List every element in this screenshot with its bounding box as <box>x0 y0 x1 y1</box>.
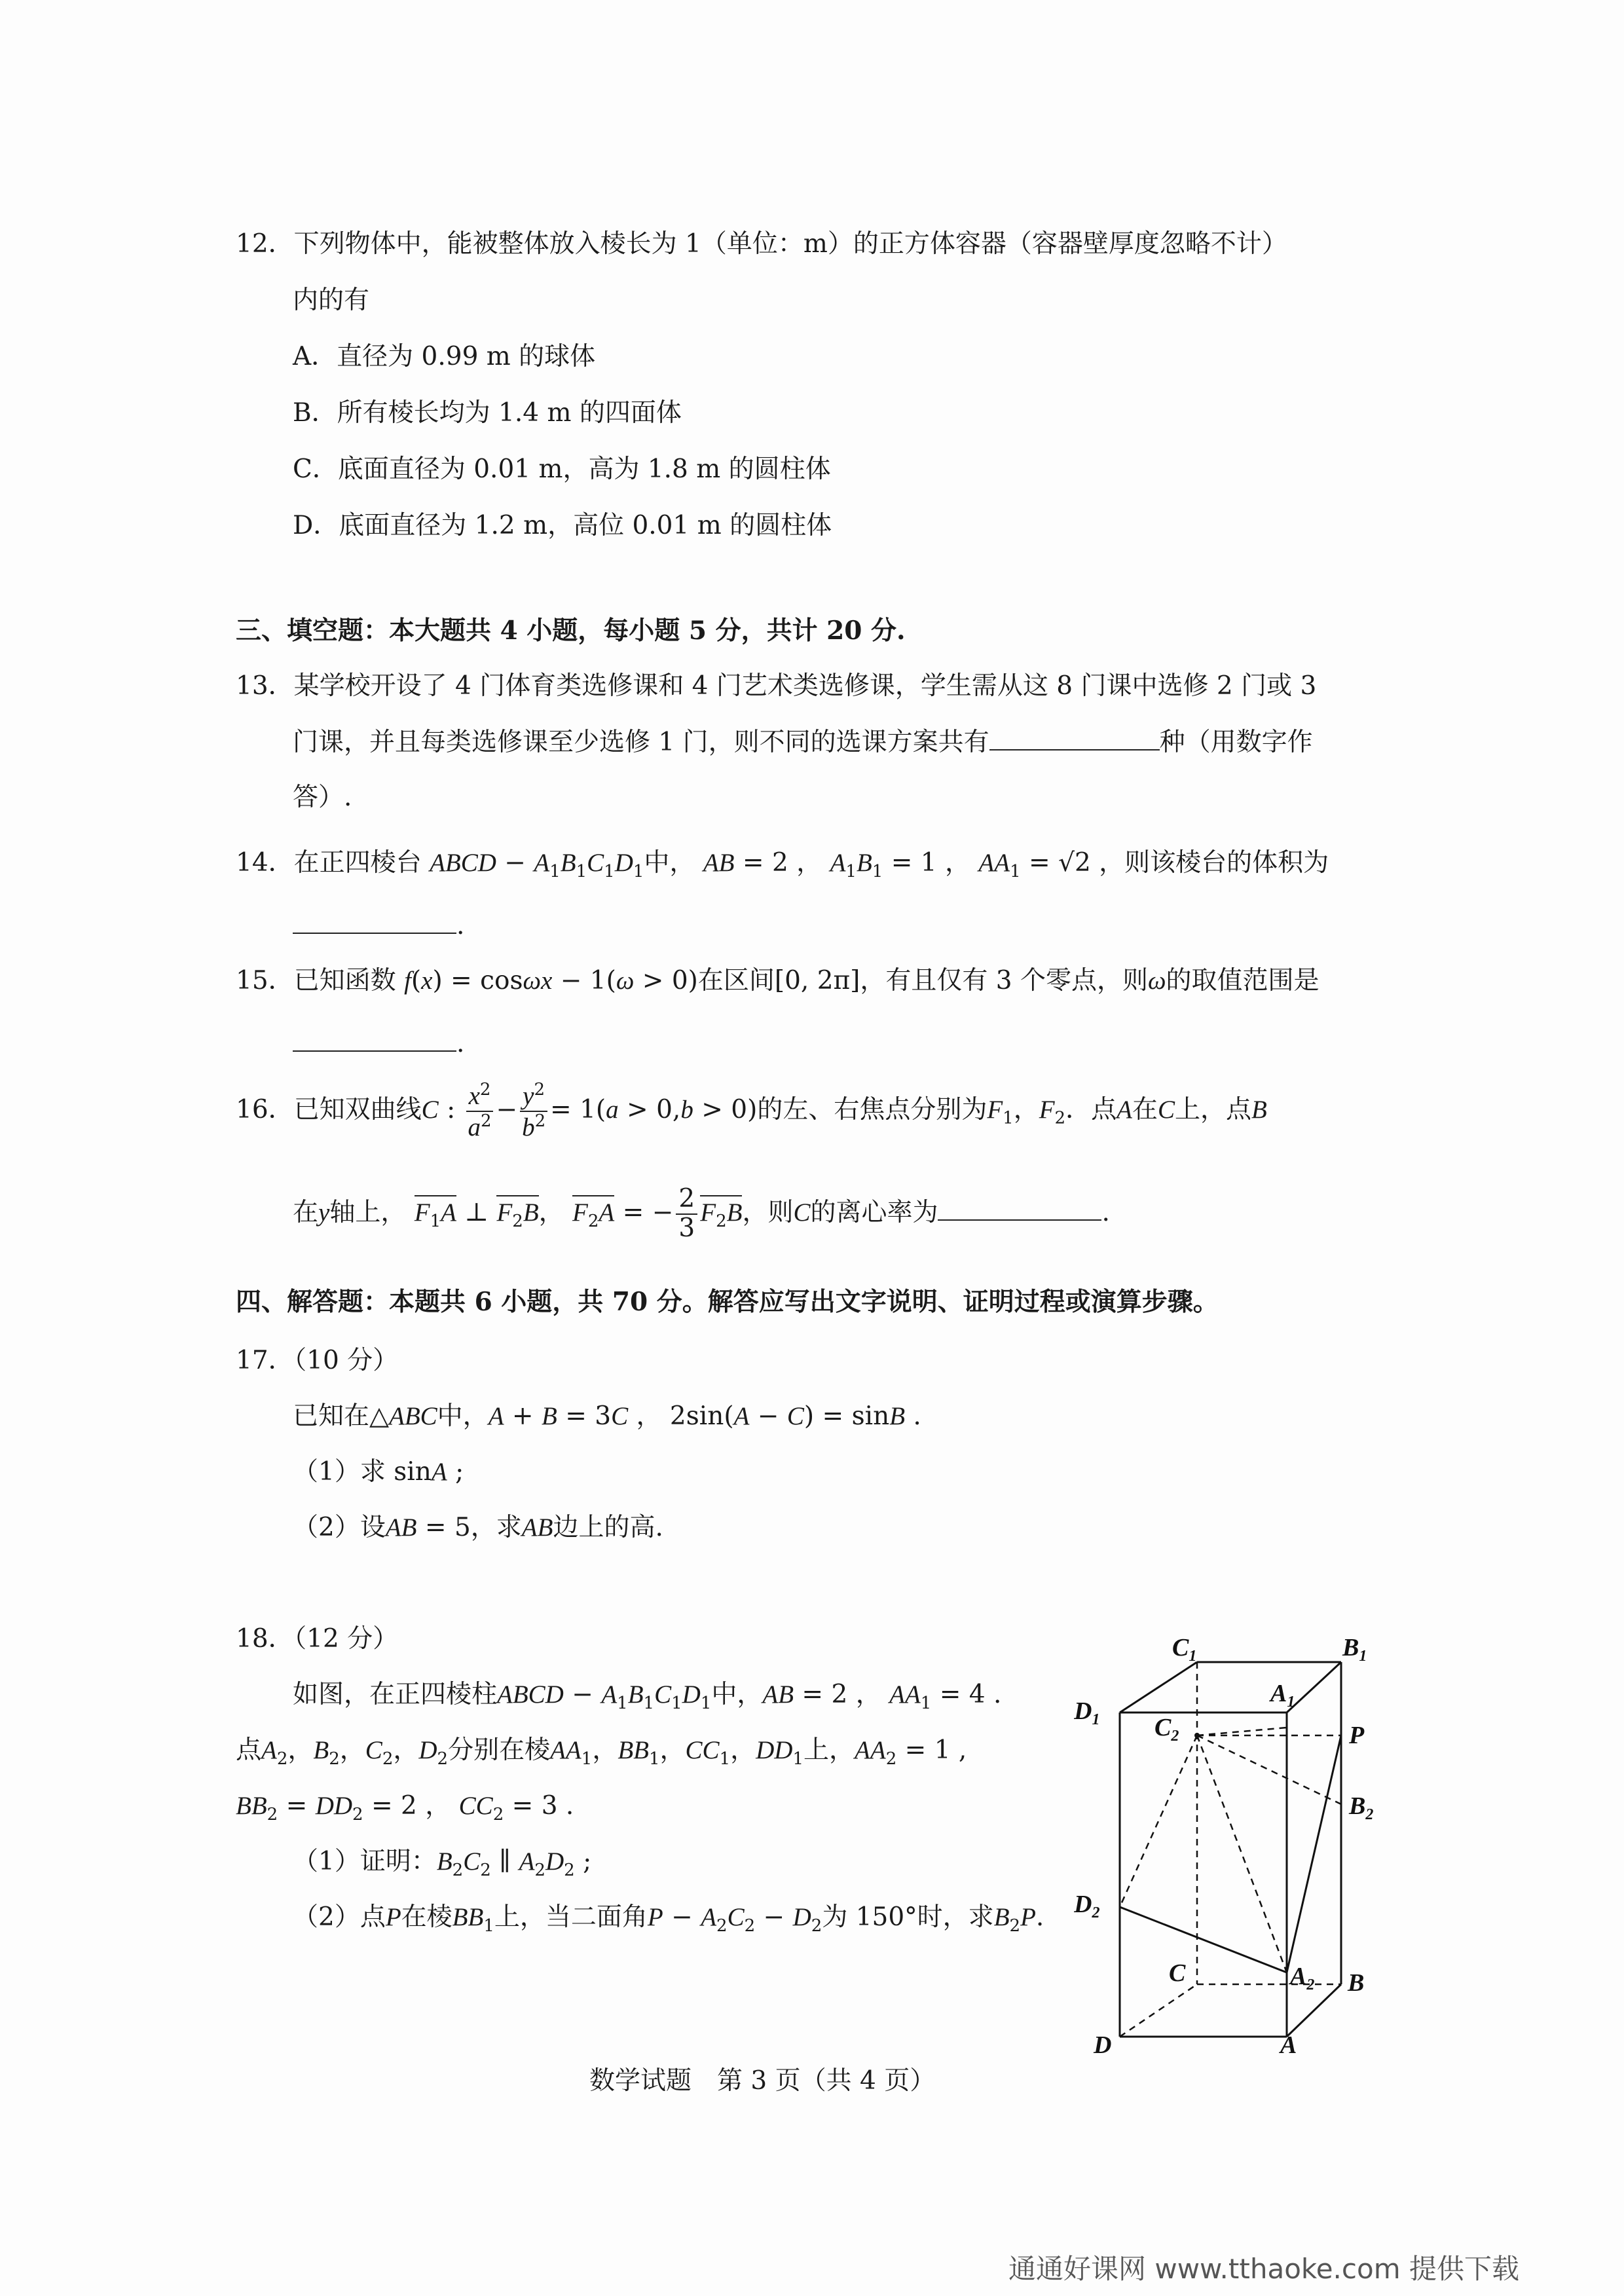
q14-answer-blank[interactable] <box>293 910 456 934</box>
q18-part2-text4: 为 150°时，求 <box>822 1902 994 1932</box>
q17-part2: （2）设AB = 5，求AB边上的高. <box>293 1513 663 1542</box>
q15-line1: 15．已知函数 f(x) = cosωx − 1(ω > 0)在区间[0, 2π]，有且仅有 3 个零点，则ω的取值范围是 <box>236 966 1320 995</box>
q12-option-c: C．底面直径为 0.01 m，高为 1.8 m 的圆柱体 <box>293 454 831 484</box>
q13-answer-blank[interactable] <box>989 727 1160 750</box>
q13-text1: 某学校开设了 4 门体育类选修课和 4 门艺术类选修课，学生需从这 8 门课中选修 2 门或 3 <box>293 671 1317 701</box>
label-b: B <box>1348 1969 1365 1997</box>
q17-text1: 已知在△ <box>293 1401 389 1431</box>
q16-answer-blank[interactable] <box>938 1197 1101 1221</box>
q18-stem3: $BB_2 = DD_2 = 2$ ， $CC_2 = 3$ . <box>236 1791 574 1824</box>
q15-period: . <box>456 1029 465 1058</box>
q14-line2 <box>293 910 464 942</box>
q14-text3: ，则该棱台的体积为 <box>1099 848 1329 878</box>
q13-line1 <box>236 671 1316 702</box>
q13-line2 <box>293 727 1313 758</box>
q13-line3: 答）. <box>293 783 352 812</box>
q12-number: 12． <box>236 229 294 259</box>
label-d1: $D_1$ <box>1074 1697 1100 1728</box>
q18-part2: （2）点P在棱$BB_1$上，当二面角$P - A_2C_2 - D_2$为 150°时，求$B_2P$. <box>293 1902 1044 1936</box>
q16-text4: 在 <box>1132 1094 1158 1124</box>
q16-period: . <box>1101 1197 1110 1227</box>
label-a: A <box>1280 2031 1297 2056</box>
q18-prism-figure <box>1074 1637 1414 2056</box>
label-d2: $D_2$ <box>1074 1891 1100 1921</box>
q16-text9: 的离心率为 <box>810 1197 938 1227</box>
q14-number: 14． <box>236 848 294 878</box>
q17-part1: （1）求 sinA ; <box>293 1457 464 1487</box>
q14-period: . <box>456 911 465 940</box>
q15-answer-blank[interactable] <box>293 1028 456 1052</box>
q18-text3: 点 <box>236 1735 262 1765</box>
q17-text2: 中， <box>437 1401 489 1431</box>
q18-header: 18．（12 分） <box>236 1624 399 1654</box>
q18-text2: 中， <box>711 1680 763 1709</box>
q18-stem2: 点$A_2$，$B_2$，$C_2$，$D_2$分别在棱$AA_1$，$BB_1$，$CC_1$，$DD_1$上，$AA_2 = 1$ , <box>236 1735 967 1769</box>
q18-part2-text5: . <box>1035 1902 1044 1932</box>
label-a1: $A_1$ <box>1270 1680 1295 1711</box>
segment-d2a2 <box>1120 1907 1287 1972</box>
segment-c2d2 <box>1120 1735 1197 1907</box>
segment-a2p <box>1287 1735 1341 1972</box>
q12-option-a: A．直径为 0.99 m 的球体 <box>293 342 596 371</box>
q18-stem1: 如图，在正四棱柱ABCD − $A_1B_1C_1D_1$中，AB = 2 ， $AA_1 = 4$ . <box>293 1680 1002 1713</box>
q16-number: 16． <box>236 1094 294 1124</box>
q14-line1: 14．在正四棱台 ABCD − $A_1B_1C_1D_1$中， AB = 2 ， $A_1B_1 = 1$ ， $AA_1 = √2$ ，则该棱台的体积为 <box>236 848 1329 881</box>
section3-heading: 三、填空题：本大题共 4 小题，每小题 5 分，共计 20 分. <box>236 616 906 646</box>
edge-b1a1 <box>1287 1662 1341 1713</box>
edge-dc-hidden <box>1120 1984 1197 2037</box>
q12-line1 <box>236 229 1287 260</box>
q13-number: 13． <box>236 671 294 701</box>
prism-diagram <box>1074 1637 1414 2056</box>
q18-part2-text2: 在棱 <box>401 1902 452 1932</box>
segment-c2a1 <box>1197 1728 1287 1735</box>
label-a2: $A_2$ <box>1290 1963 1315 1993</box>
page-footer: 数学试题 第 3 页（共 4 页） <box>589 2066 936 2096</box>
q16-frac-23: $\frac{2}{3}$ <box>676 1185 697 1243</box>
q16-text8: ，则 <box>742 1197 794 1227</box>
q17-part1-text: （1）求 <box>293 1457 386 1487</box>
q16-text7: 轴上， <box>329 1197 407 1227</box>
label-c1: $C_1$ <box>1172 1637 1197 1665</box>
q16-text5: 上，点 <box>1174 1094 1251 1124</box>
q18-part1-text: （1）证明： <box>293 1847 437 1876</box>
q12-option-b: B．所有棱长均为 1.4 m 的四面体 <box>293 398 682 428</box>
q17-part2-text3: 边上的高. <box>553 1513 663 1542</box>
q15-text3: 的取值范围是 <box>1166 966 1320 995</box>
q16-frac-y: $\frac{y^2}{b^2}$ <box>520 1081 547 1142</box>
q17-header: 17．（10 分） <box>236 1346 399 1375</box>
q18-text4: 分别在棱 <box>448 1735 551 1765</box>
q16-text1: 已知双曲线 <box>293 1094 422 1124</box>
label-b2: $B_2$ <box>1349 1792 1374 1823</box>
q15-number: 15． <box>236 966 294 995</box>
label-b1: $B_1$ <box>1342 1637 1367 1665</box>
label-c: C <box>1169 1959 1186 1987</box>
label-d: D <box>1094 2031 1112 2056</box>
q18-text1: 如图，在正四棱柱 <box>293 1680 498 1709</box>
q16-text2: 的左、右焦点分别为 <box>757 1094 987 1124</box>
q13-text3: 种（用数字作 <box>1159 728 1313 757</box>
q13-text2: 门课，并且每类选修课至少选修 1 门，则不同的选课方案共有 <box>293 728 989 757</box>
q15-line2 <box>293 1028 464 1060</box>
edge-d1c1 <box>1120 1662 1197 1713</box>
q18-part2-text1: （2）点 <box>293 1902 386 1932</box>
q17-part2-text2: ，求 <box>470 1513 522 1542</box>
q15-text2: 在区间[0, 2π]，有且仅有 3 个零点，则 <box>697 966 1148 995</box>
q12-option-d: D．底面直径为 1.2 m，高位 0.01 m 的圆柱体 <box>293 511 832 540</box>
q16-text6: 在 <box>293 1197 319 1227</box>
q18-part2-text3: 上，当二面角 <box>494 1902 648 1932</box>
q18-part1: （1）证明：$B_2C_2$ ∥ $A_2D_2$ ; <box>293 1847 592 1880</box>
q17-stem: 已知在△ABC中，A + B = 3C ， 2sin(A − C) = sinB . <box>293 1401 921 1431</box>
q17-part2-text1: （2）设 <box>293 1513 386 1542</box>
q16-text3: ．点 <box>1065 1094 1117 1124</box>
section4-heading: 四、解答题：本题共 6 小题，共 70 分。解答应写出文字说明、证明过程或演算步骤。 <box>236 1287 1219 1317</box>
q12-stem: 下列物体中，能被整体放入棱长为 1（单位：m）的正方体容器（容器壁厚度忽略不计） <box>293 229 1287 259</box>
q18-text5: 上， <box>803 1735 855 1765</box>
q15-text1: 已知函数 <box>293 966 396 995</box>
q16-line2: 在y轴上， $F_1A$ ⊥ $F_2B$， $F_2A$ = − $\frac{2}{3}$ $F_2B$，则C的离心率为 . <box>293 1184 1110 1243</box>
q12-stem-line2: 内的有 <box>293 286 370 315</box>
label-p: P <box>1349 1722 1365 1749</box>
q16-line1: 16．已知双曲线C : $\frac{x^2}{a^2}$ − $\frac{y^2}{b^2}$ = 1(a > 0,b > 0)的左、右焦点分别为$F_1$，$F_2$．点A在C上，点B <box>236 1080 1267 1141</box>
watermark-text: 通通好课网 www.tthaoke.com 提供下载 <box>1008 2253 1519 2285</box>
q16-frac-x: $\frac{x^2}{a^2}$ <box>466 1081 494 1142</box>
q14-text2: 中， <box>644 848 695 878</box>
label-c2: $C_2$ <box>1154 1714 1179 1745</box>
q14-text1: 在正四棱台 <box>293 848 422 878</box>
